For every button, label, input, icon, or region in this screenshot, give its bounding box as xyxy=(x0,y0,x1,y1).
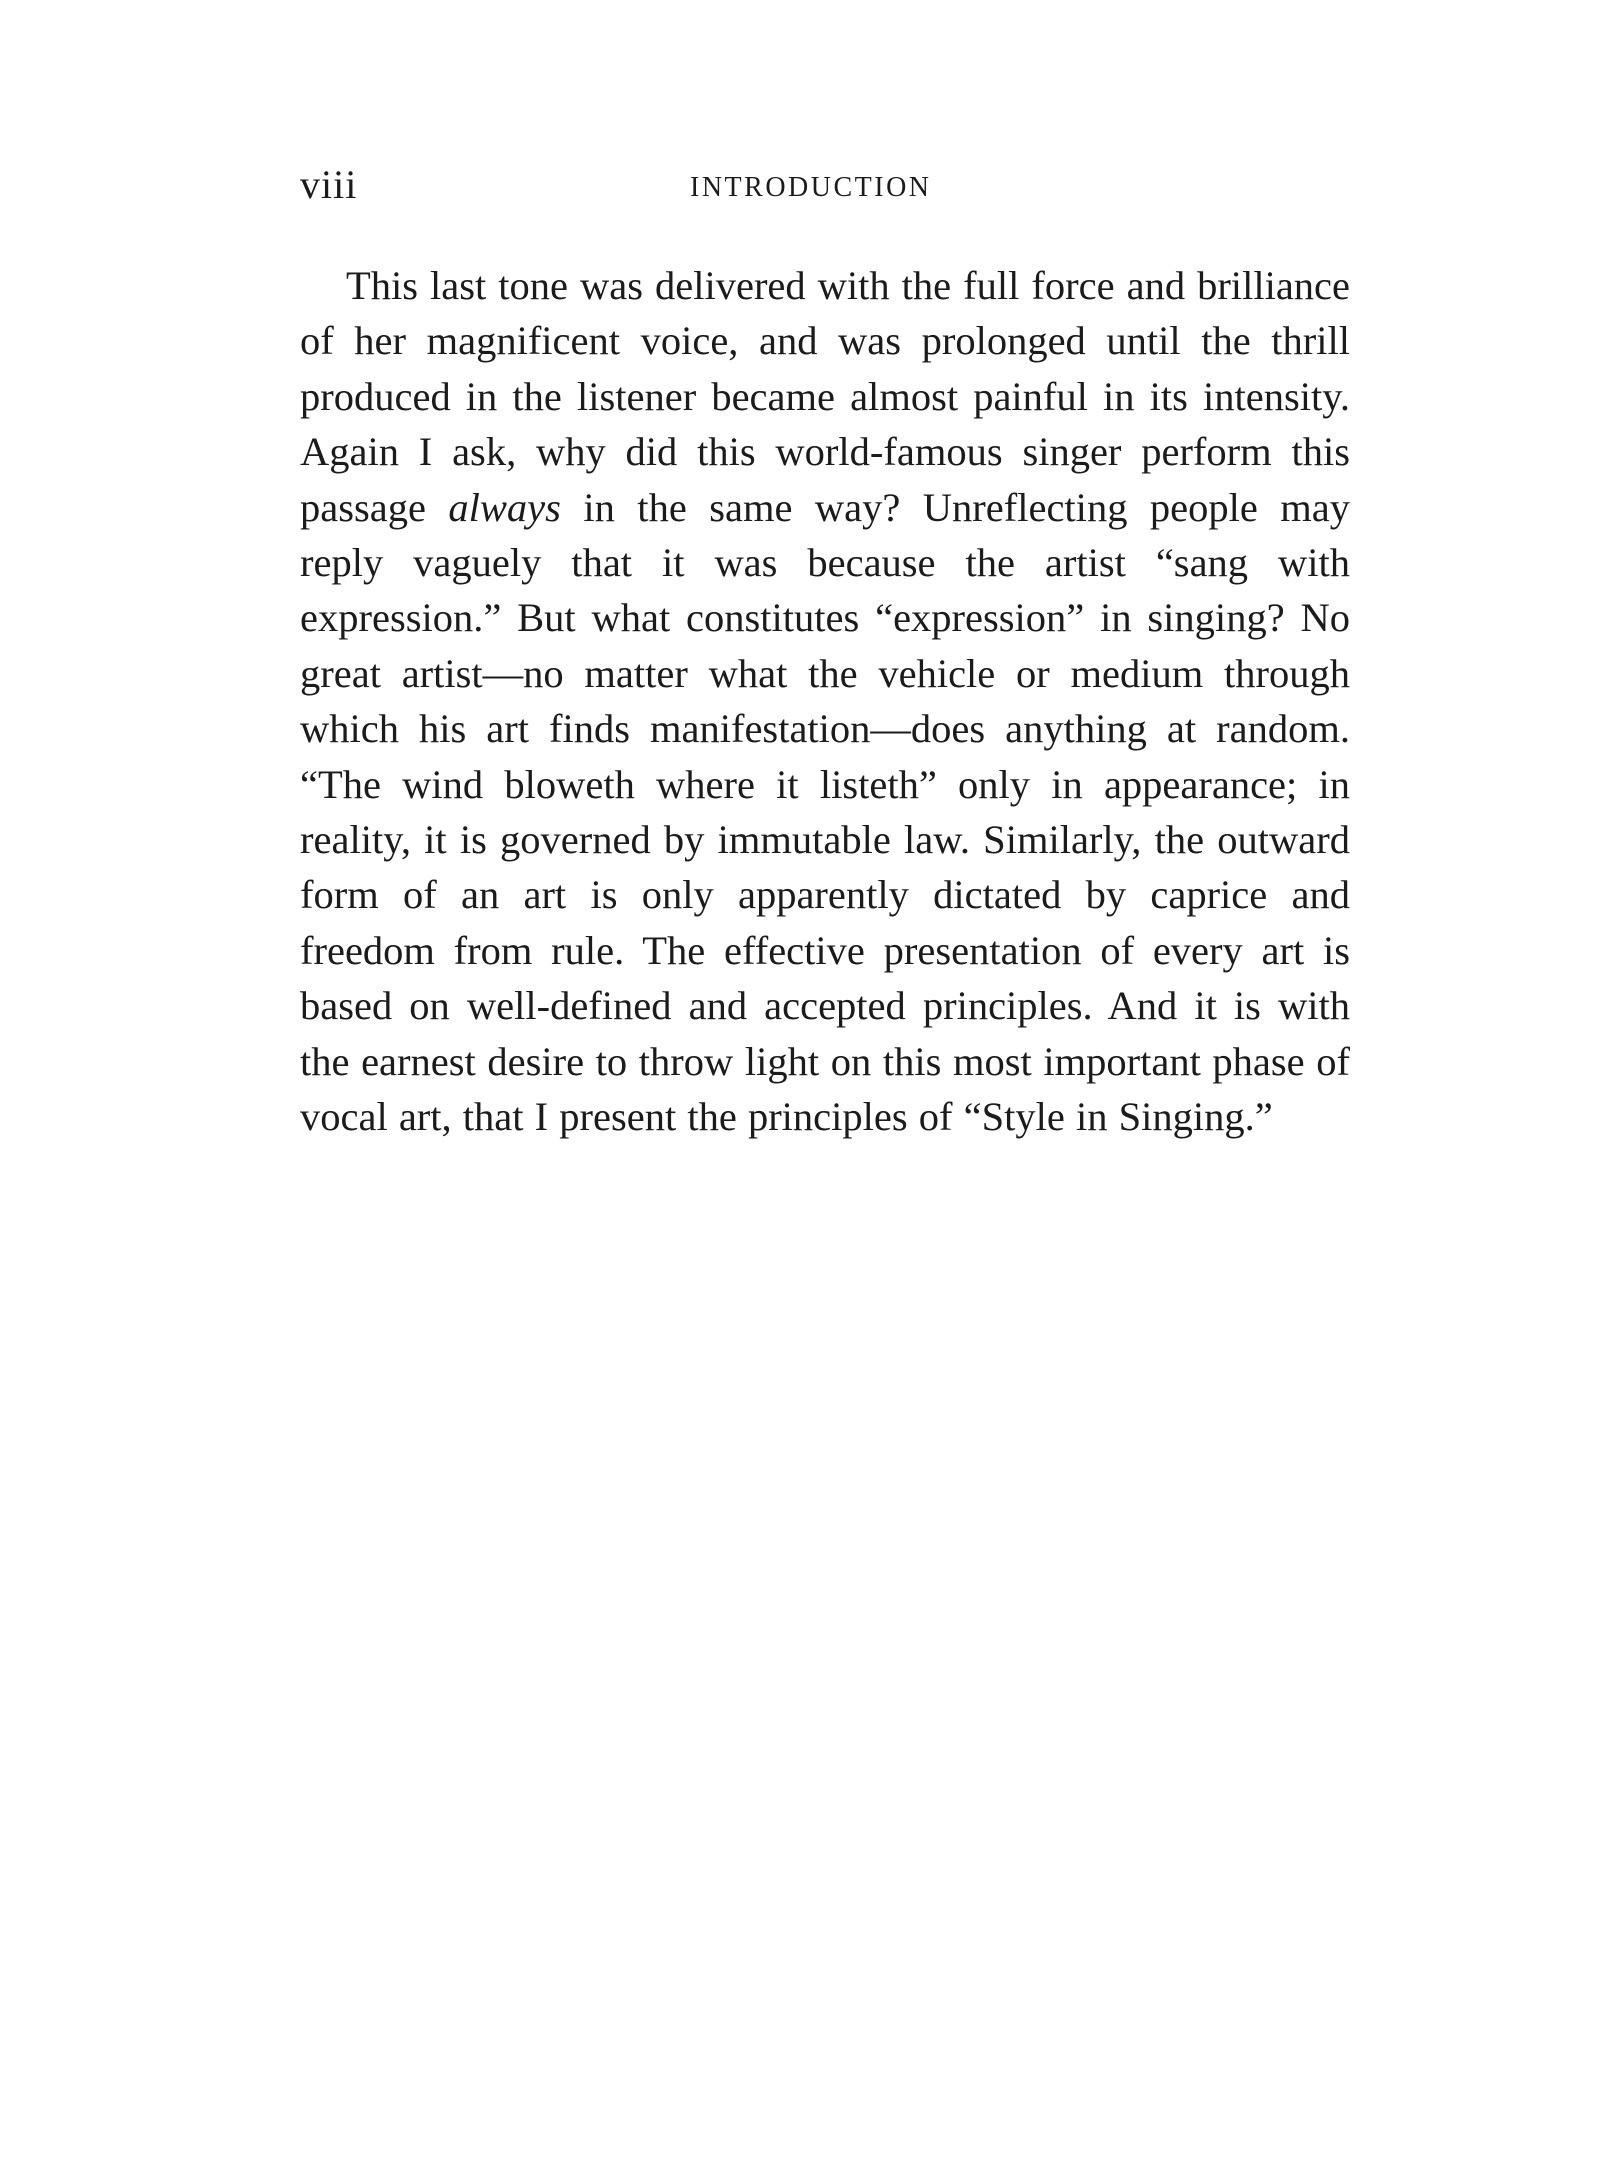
paragraph-text-start: This last tone was delivered with the full force and brilliance of her magnificent voice, and was prolonged until the thrill produced in the listener became almost painful in its intensity. Again I ask, why did this world-famous singer perform this passage xyxy=(300,263,1350,530)
running-head: INTRODUCTION xyxy=(690,172,932,203)
page-number: viii xyxy=(300,162,358,207)
paragraph-text-end: in the same way? Unreflecting people may reply vaguely that it was because the artist “sang with expression.” But what constitutes “expression” in singing? No great artist—no matter what the vehicle or medium through which his art finds manifestation—does anything at random. “The wind bloweth where it listeth” only in appearance; in reality, it is governed by immutable law. Similarly, the outward form of an art is only apparently dictated by caprice and freedom from rule. The effective presentation of every art is based on well-defined and accepted principles. And it is with the earnest desire to throw light on this most important phase of vocal art, that I present the principles of “Style in Singing.” xyxy=(300,484,1351,1140)
italic-emphasis: always xyxy=(448,484,561,530)
page-header xyxy=(300,160,1350,210)
body-paragraph xyxy=(300,258,1350,1145)
